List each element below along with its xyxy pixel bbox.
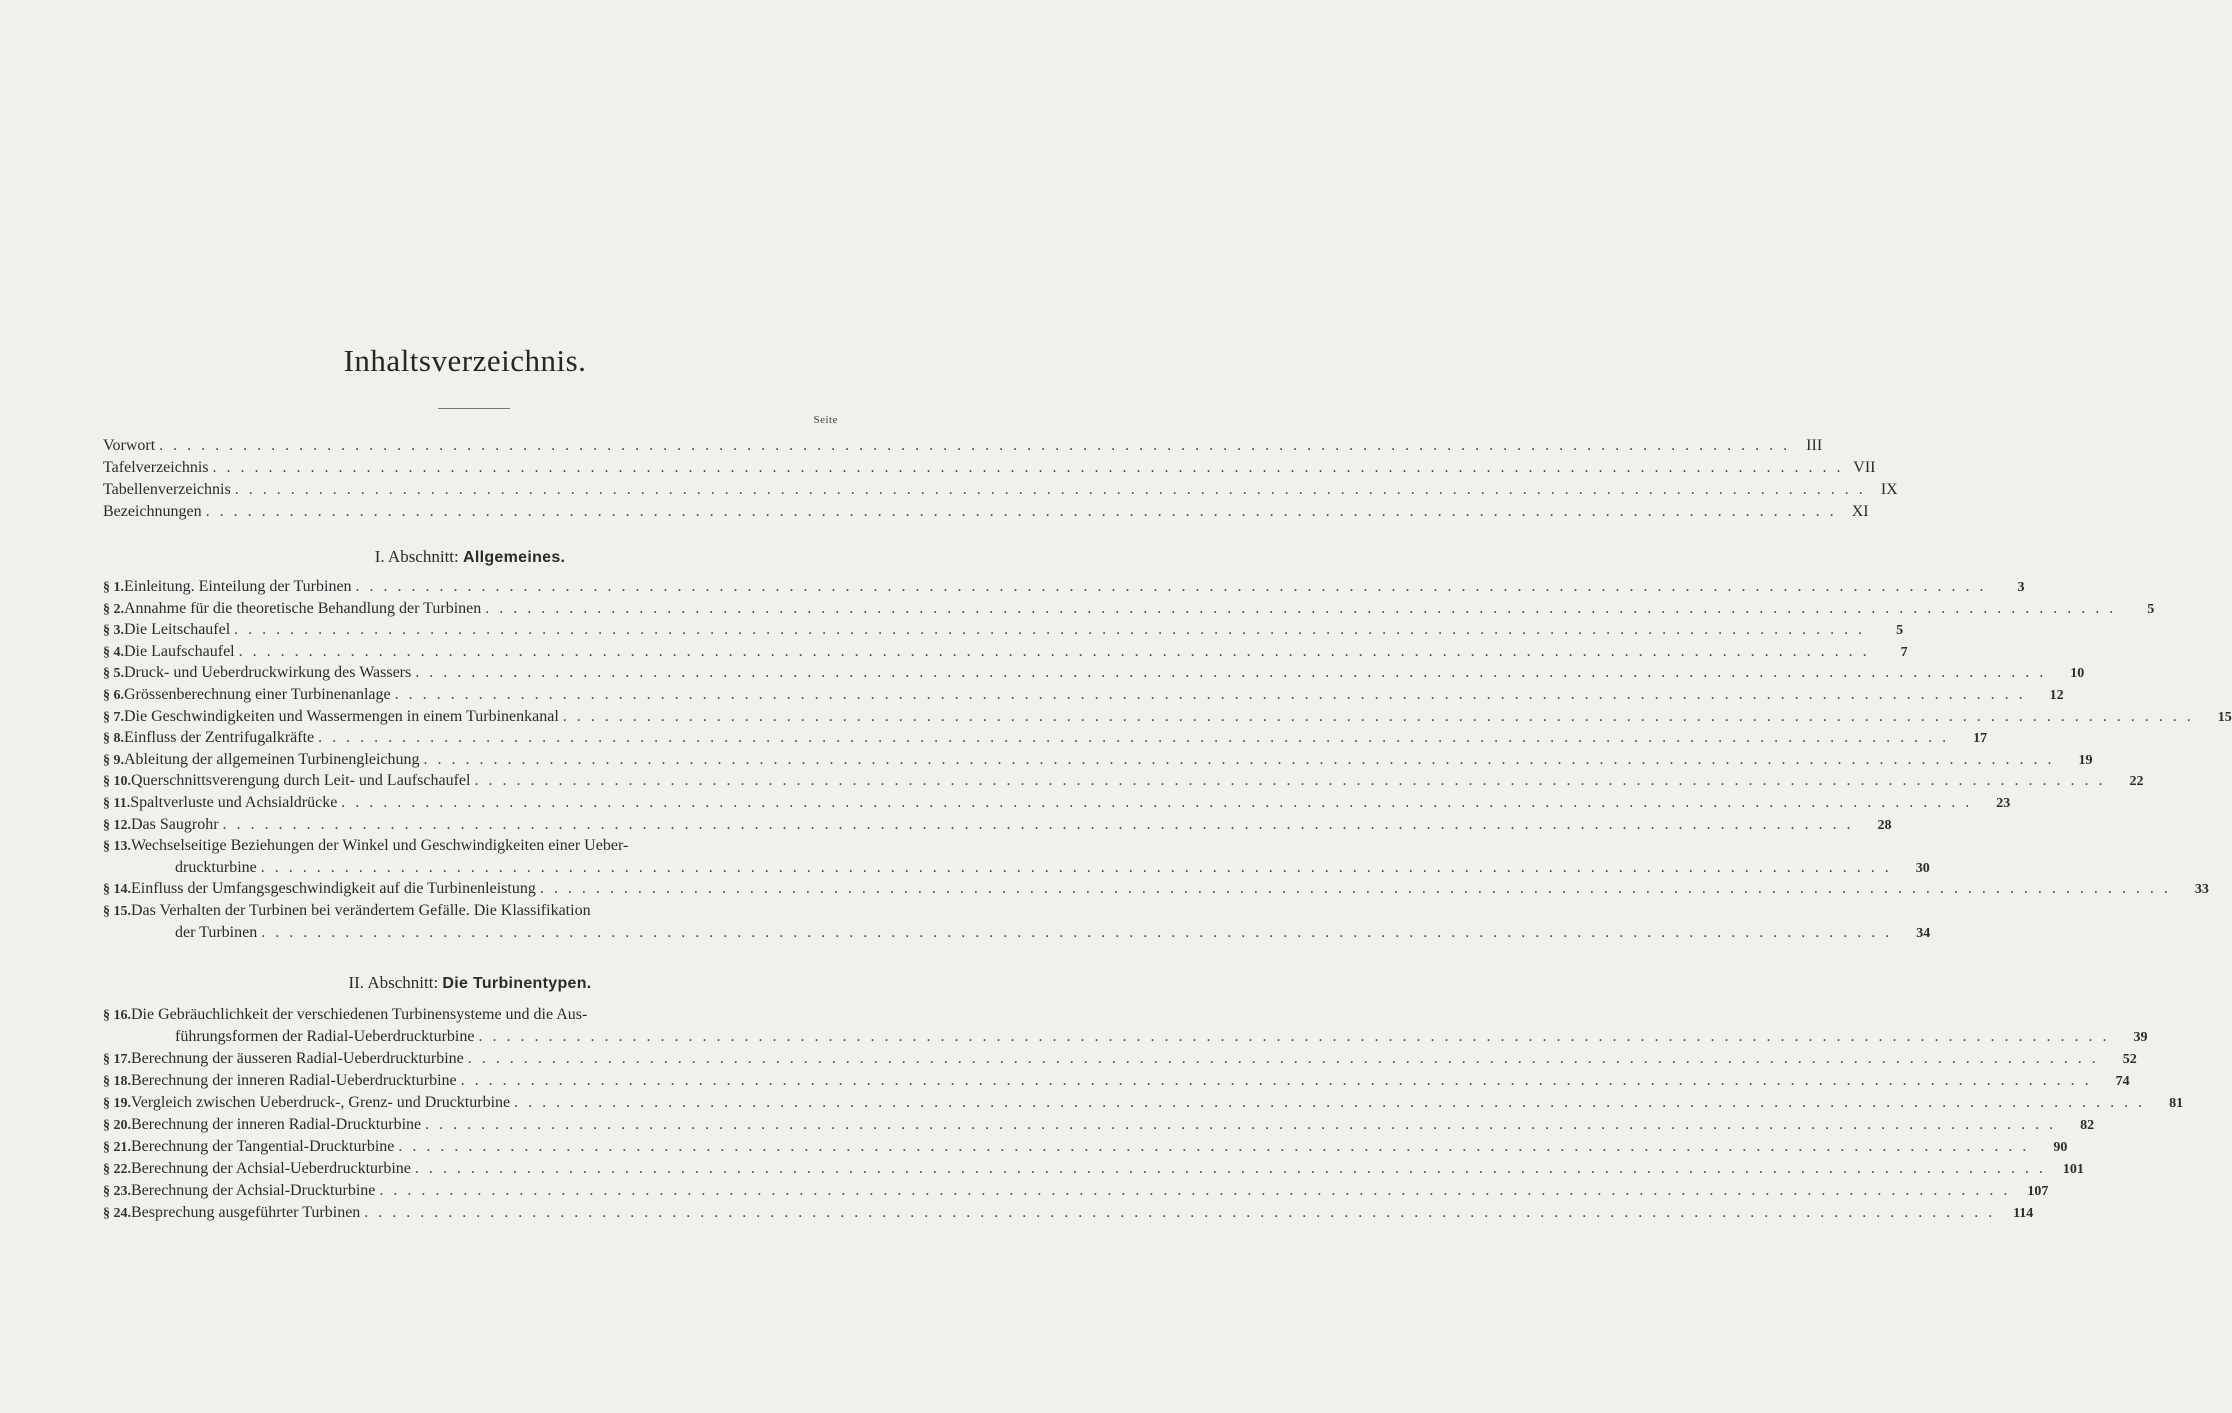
- section-heading-2: [0, 973, 940, 993]
- entry-page: 74: [2115, 1074, 2130, 1089]
- entry-page: 90: [2053, 1140, 2068, 1155]
- entry-body: [131, 902, 1930, 945]
- section-2-entries: [103, 1006, 2184, 1226]
- entry-line: [124, 600, 2154, 622]
- entry-body: [131, 1160, 2084, 1182]
- front-matter-page: III: [1806, 437, 1823, 454]
- entry-line: [131, 772, 2143, 794]
- entry-line: [124, 643, 1908, 665]
- entry-line: [131, 1094, 2183, 1116]
- leader-dots: [425, 1116, 2056, 1134]
- entry-line: [131, 1182, 2048, 1204]
- toc-entry[interactable]: [103, 664, 2085, 686]
- front-matter-page: VII: [1853, 459, 1876, 476]
- section-name: Die Turbinentypen.: [442, 975, 592, 992]
- leader-dots: [415, 664, 2046, 682]
- front-matter-page: IX: [1880, 481, 1898, 498]
- paragraph-number: § 16.: [103, 1008, 131, 1023]
- toc-entry[interactable]: [103, 707, 2232, 730]
- entry-body: [130, 794, 2010, 816]
- entry-body: [131, 772, 2143, 794]
- paragraph-number: § 21.: [103, 1140, 131, 1155]
- entry-body: [131, 1094, 2183, 1116]
- entry-page: 15: [2217, 709, 2232, 725]
- toc-entry[interactable]: [103, 815, 1892, 838]
- toc-entry[interactable]: [103, 1072, 2130, 1094]
- leader-dots: [398, 1138, 2029, 1156]
- toc-entry[interactable]: [103, 1050, 2137, 1072]
- front-matter-item[interactable]: [103, 481, 1898, 503]
- entry-page: 52: [2122, 1052, 2137, 1067]
- leader-dots: [540, 880, 2171, 898]
- leader-dots: [223, 816, 1854, 834]
- front-matter-list: [103, 437, 1898, 525]
- leader-dots: [424, 751, 2055, 769]
- leader-dots: [234, 621, 1865, 639]
- entry-line: [131, 837, 1930, 859]
- entry-line: [124, 708, 2232, 730]
- section-name: Allgemeines.: [463, 549, 566, 566]
- entry-line: [124, 729, 1987, 751]
- paragraph-number: § 20.: [103, 1118, 131, 1133]
- leader-dots: [341, 794, 1972, 812]
- entry-title: Wechselseitige Beziehungen der Winkel und Geschwindigkeiten einer Ueber-: [131, 837, 629, 855]
- entry-line: [131, 1160, 2084, 1182]
- leader-dots: [379, 1182, 2010, 1200]
- entry-page: 82: [2080, 1118, 2095, 1133]
- front-matter-label: Vorwort: [103, 437, 156, 454]
- entry-title: Das Saugrohr: [131, 815, 219, 833]
- toc-entry[interactable]: [103, 837, 1930, 880]
- entry-body: [131, 1006, 2147, 1050]
- front-matter-label: Tabellenverzeichnis: [103, 481, 231, 498]
- section-prefix: I. Abschnitt:: [374, 547, 459, 566]
- entry-title: Berechnung der Achsial-Druckturbine: [131, 1182, 376, 1199]
- title-rule: [438, 408, 510, 409]
- entry-title: Vergleich zwischen Ueberdruck-, Grenz- und Druckturbine: [131, 1094, 511, 1111]
- entry-title: Die Laufschaufel: [124, 642, 235, 660]
- page-title: Inhaltsverzeichnis.: [343, 343, 587, 378]
- entry-page: 33: [2194, 882, 2209, 898]
- entry-page: 7: [1900, 644, 1908, 660]
- leader-dots: [235, 481, 1866, 499]
- entry-line: [131, 1138, 2067, 1160]
- toc-entry[interactable]: [103, 642, 1908, 665]
- entry-title: Berechnung der äusseren Radial-Ueberdruckturbine: [131, 1050, 464, 1067]
- entry-title: Berechnung der inneren Radial-Druckturbine: [131, 1116, 422, 1133]
- entry-body: [124, 578, 2025, 600]
- section-heading-1: [0, 547, 940, 567]
- entry-body: [131, 1050, 2137, 1072]
- toc-entry[interactable]: [103, 729, 1988, 751]
- paragraph-number: § 17.: [103, 1052, 131, 1067]
- entry-page: 81: [2169, 1096, 2184, 1111]
- entry-title: Einleitung. Einteilung der Turbinen: [124, 578, 352, 595]
- entry-body: [124, 621, 1903, 643]
- leader-dots: [415, 1160, 2046, 1178]
- entry-title: Einfluss der Zentrifugalkräfte: [124, 729, 315, 747]
- leader-dots: [261, 924, 1892, 942]
- entry-line: [124, 664, 2084, 686]
- entry-title: Annahme für die theoretische Behandlung der Turbinen: [124, 599, 482, 617]
- entry-page: 17: [1973, 731, 1988, 747]
- entry-page: 30: [1915, 860, 1930, 876]
- leader-dots: [239, 643, 1870, 661]
- toc-entry[interactable]: [103, 772, 2144, 794]
- entry-body: [124, 664, 2084, 686]
- leader-dots: [485, 600, 2116, 618]
- entry-body: [131, 1204, 2033, 1226]
- entry-line: [131, 1204, 2033, 1226]
- entry-title: Einfluss der Umfangsgeschwindigkeit auf die Turbinenleistung: [131, 880, 536, 898]
- entry-line: [131, 1116, 2094, 1138]
- leader-dots: [212, 459, 1843, 477]
- entry-line: [131, 880, 2209, 902]
- front-matter-item[interactable]: [103, 437, 1823, 459]
- entry-line: [131, 902, 1930, 924]
- toc-entry[interactable]: [103, 880, 2209, 902]
- leader-dots: [514, 1094, 2145, 1112]
- entry-body: [124, 708, 2232, 730]
- leader-dots: [563, 708, 2194, 726]
- leader-dots: [461, 1072, 2092, 1090]
- entry-title: Ableitung der allgemeinen Turbinengleichung: [124, 750, 420, 768]
- entry-page: 10: [2070, 666, 2085, 682]
- leader-dots: [261, 859, 1892, 877]
- front-matter-page: XI: [1851, 503, 1869, 520]
- entry-page: 19: [2078, 752, 2093, 768]
- entry-body: [131, 837, 1930, 880]
- entry-line: [131, 1050, 2137, 1072]
- paragraph-number: § 6.: [103, 687, 124, 703]
- paragraph-number: § 18.: [103, 1074, 131, 1089]
- paragraph-number: § 19.: [103, 1096, 131, 1111]
- entry-title: Besprechung ausgeführter Turbinen: [131, 1204, 361, 1221]
- paragraph-number: § 12.: [103, 817, 131, 833]
- toc-entry[interactable]: [103, 1160, 2084, 1182]
- entry-page: 22: [2129, 774, 2144, 790]
- paragraph-number: § 9.: [103, 752, 124, 768]
- entry-title: Querschnittsverengung durch Leit- und Laufschaufel: [131, 772, 471, 790]
- entry-title: der Turbinen: [175, 923, 258, 941]
- entry-page: 23: [1996, 795, 2011, 811]
- entry-body: [124, 600, 2154, 622]
- front-matter-label: Tafelverzeichnis: [103, 459, 209, 476]
- toc-entry[interactable]: [103, 793, 2011, 816]
- entry-line: [124, 578, 2025, 600]
- entry-body: [131, 1138, 2067, 1160]
- paragraph-number: § 4.: [103, 644, 124, 660]
- entry-body: [131, 1072, 2130, 1094]
- entry-page: 107: [2027, 1184, 2049, 1199]
- toc-entry[interactable]: [103, 1006, 2148, 1050]
- entry-line: [124, 751, 2093, 773]
- toc-entry[interactable]: [103, 1182, 2049, 1204]
- section-prefix: II. Abschnitt:: [348, 973, 439, 992]
- paragraph-number: § 3.: [103, 623, 124, 639]
- front-matter-label: Bezeichnungen: [103, 503, 202, 520]
- paragraph-number: § 13.: [103, 839, 131, 855]
- leader-dots: [364, 1204, 1995, 1222]
- toc-entry[interactable]: [103, 1138, 2068, 1160]
- toc-entry[interactable]: [103, 621, 1904, 643]
- entry-page: 5: [1896, 623, 1904, 639]
- leader-dots: [395, 686, 2026, 704]
- entry-line: [131, 816, 1892, 838]
- entry-title: Die Leitschaufel: [124, 621, 231, 639]
- leader-dots: [474, 772, 2105, 790]
- leader-dots: [468, 1050, 2099, 1068]
- paragraph-number: § 15.: [103, 903, 131, 919]
- section-1-entries: [103, 578, 2232, 945]
- paragraph-number: § 8.: [103, 731, 124, 747]
- entry-title: Berechnung der inneren Radial-Ueberdruckturbine: [131, 1072, 457, 1089]
- leader-dots: [356, 578, 1987, 596]
- entry-line: [131, 1072, 2130, 1094]
- entry-page: 5: [2147, 601, 2155, 617]
- entry-title: Berechnung der Achsial-Ueberdruckturbine: [131, 1160, 411, 1177]
- leader-dots: [478, 1028, 2109, 1046]
- toc-entry[interactable]: [103, 1204, 2034, 1226]
- entry-body: [131, 1182, 2048, 1204]
- paragraph-number: § 5.: [103, 666, 124, 682]
- entry-title: Druck- und Ueberdruckwirkung des Wassers: [124, 664, 412, 682]
- entry-page: 39: [2133, 1030, 2148, 1045]
- toc-entry[interactable]: [103, 750, 2093, 773]
- entry-page: 3: [2017, 580, 2025, 595]
- paragraph-number: § 14.: [103, 882, 131, 898]
- front-matter-item[interactable]: [103, 503, 1869, 525]
- entry-page: 12: [2049, 687, 2064, 703]
- entry-line: [131, 924, 1930, 946]
- leader-dots: [206, 503, 1837, 521]
- leader-dots: [318, 729, 1949, 747]
- toc-entry[interactable]: [103, 599, 2155, 622]
- paragraph-number: § 22.: [103, 1162, 131, 1177]
- entry-title: Die Gebräuchlichkeit der verschiedenen Turbinensysteme und die Aus-: [131, 1006, 588, 1023]
- entry-line: [131, 859, 1930, 881]
- toc-entry[interactable]: [103, 901, 1931, 945]
- paragraph-number: § 2.: [103, 601, 124, 617]
- entry-page: 34: [1916, 925, 1931, 941]
- entry-line: [124, 686, 2064, 708]
- entry-line: [124, 621, 1903, 643]
- toc-entry[interactable]: [103, 1116, 2095, 1138]
- entry-line: [131, 1028, 2147, 1050]
- entry-body: [124, 643, 1908, 665]
- paragraph-number: § 7.: [103, 709, 124, 725]
- entry-title: Das Verhalten der Turbinen bei verändertem Gefälle. Die Klassifikation: [131, 901, 591, 919]
- entry-body: [131, 880, 2209, 902]
- paragraph-number: § 23.: [103, 1184, 131, 1199]
- entry-line: [130, 794, 2010, 816]
- toc-entry[interactable]: [103, 578, 2025, 600]
- front-matter-item[interactable]: [103, 459, 1876, 481]
- seite-label: Seite: [813, 414, 838, 426]
- entry-title: druckturbine: [175, 858, 257, 876]
- entry-title: Die Geschwindigkeiten und Wassermengen in einem Turbinenkanal: [124, 707, 559, 725]
- paragraph-number: § 11.: [103, 795, 131, 811]
- entry-line: [131, 1006, 2147, 1028]
- entry-body: [124, 751, 2093, 773]
- toc-entry[interactable]: [103, 1094, 2184, 1116]
- leader-dots: [159, 437, 1790, 455]
- paragraph-number: § 1.: [103, 580, 124, 595]
- entry-title: Grössenberechnung einer Turbinenanlage: [124, 685, 391, 703]
- entry-title: Berechnung der Tangential-Druckturbine: [131, 1138, 395, 1155]
- entry-body: [124, 729, 1987, 751]
- paragraph-number: § 24.: [103, 1206, 131, 1221]
- entry-title: führungsformen der Radial-Ueberdruckturbine: [175, 1028, 475, 1045]
- entry-body: [131, 1116, 2094, 1138]
- entry-page: 114: [2013, 1206, 2034, 1221]
- entry-body: [131, 816, 1892, 838]
- paragraph-number: § 10.: [103, 774, 131, 790]
- entry-page: 28: [1877, 817, 1892, 833]
- entry-page: 101: [2062, 1162, 2084, 1177]
- entry-title: Spaltverluste und Achsialdrücke: [130, 793, 338, 811]
- toc-entry[interactable]: [103, 685, 2064, 708]
- entry-body: [124, 686, 2064, 708]
